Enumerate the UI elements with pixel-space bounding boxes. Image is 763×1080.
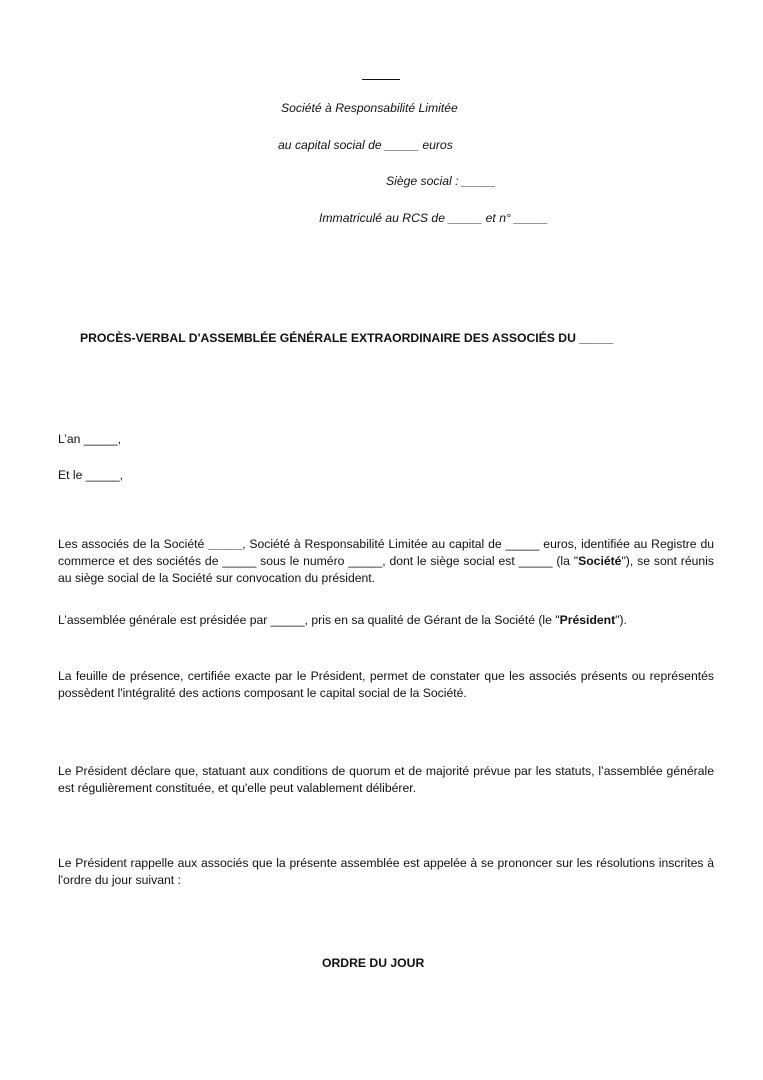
company-type: Société à Responsabilité Limitée xyxy=(281,101,458,115)
date-year: L’an _____, xyxy=(58,432,122,446)
date-day: Et le _____, xyxy=(58,468,124,482)
capital-line: au capital social de _____ euros xyxy=(278,138,453,152)
agenda-heading: ORDRE DU JOUR xyxy=(322,956,425,970)
para1-bold-societe: Société xyxy=(578,554,622,568)
siege-line: Siège social : _____ xyxy=(386,174,496,188)
paragraph-associes xyxy=(58,536,714,587)
para2-bold-president: Président xyxy=(559,613,616,627)
para1-text-3: "), se sont réunis au siège social de la Société sur convocation du président. xyxy=(58,554,714,585)
para1-text-2: , Société à Responsabilité Limitée au capital de _____ euros, identifiée au Registre du commerce et des sociétés de _____ sous le numéro _____, dont le siège social est _____ (la " xyxy=(58,537,714,568)
para1-company-blank: _____ xyxy=(208,537,243,551)
rcs-line: Immatriculé au RCS de _____ et n° _____ xyxy=(319,211,549,225)
para1-text-1: Les associés de la Société xyxy=(58,537,209,551)
company-name-blank xyxy=(362,79,400,80)
para2-text-2: "). xyxy=(615,613,627,627)
paragraph-ordre-du-jour-intro: Le Président rappelle aux associés que la présente assemblée est appelée à se prononcer sur les résolutions inscrites à l'ordre du jour suivant : xyxy=(58,856,714,887)
paragraph-feuille-presence: La feuille de présence, certifiée exacte par le Président, permet de constater que les associés présents ou représentés possèdent l'intégralité des actions composant le capital social de la Société. xyxy=(58,669,714,700)
para2-text-1: L’assemblée générale est présidée par _____, pris en sa qualité de Gérant de la Société (le " xyxy=(58,613,560,627)
document-title: PROCÈS-VERBAL D'ASSEMBLÉE GÉNÉRALE EXTRAORDINAIRE DES ASSOCIÉS DU _____ xyxy=(80,331,614,345)
paragraph-presidence xyxy=(58,612,714,629)
paragraph-quorum: Le Président déclare que, statuant aux conditions de quorum et de majorité prévue par les statuts, l’assemblée générale est régulièrement constituée, et qu'elle peut valablement délibérer. xyxy=(58,764,714,795)
